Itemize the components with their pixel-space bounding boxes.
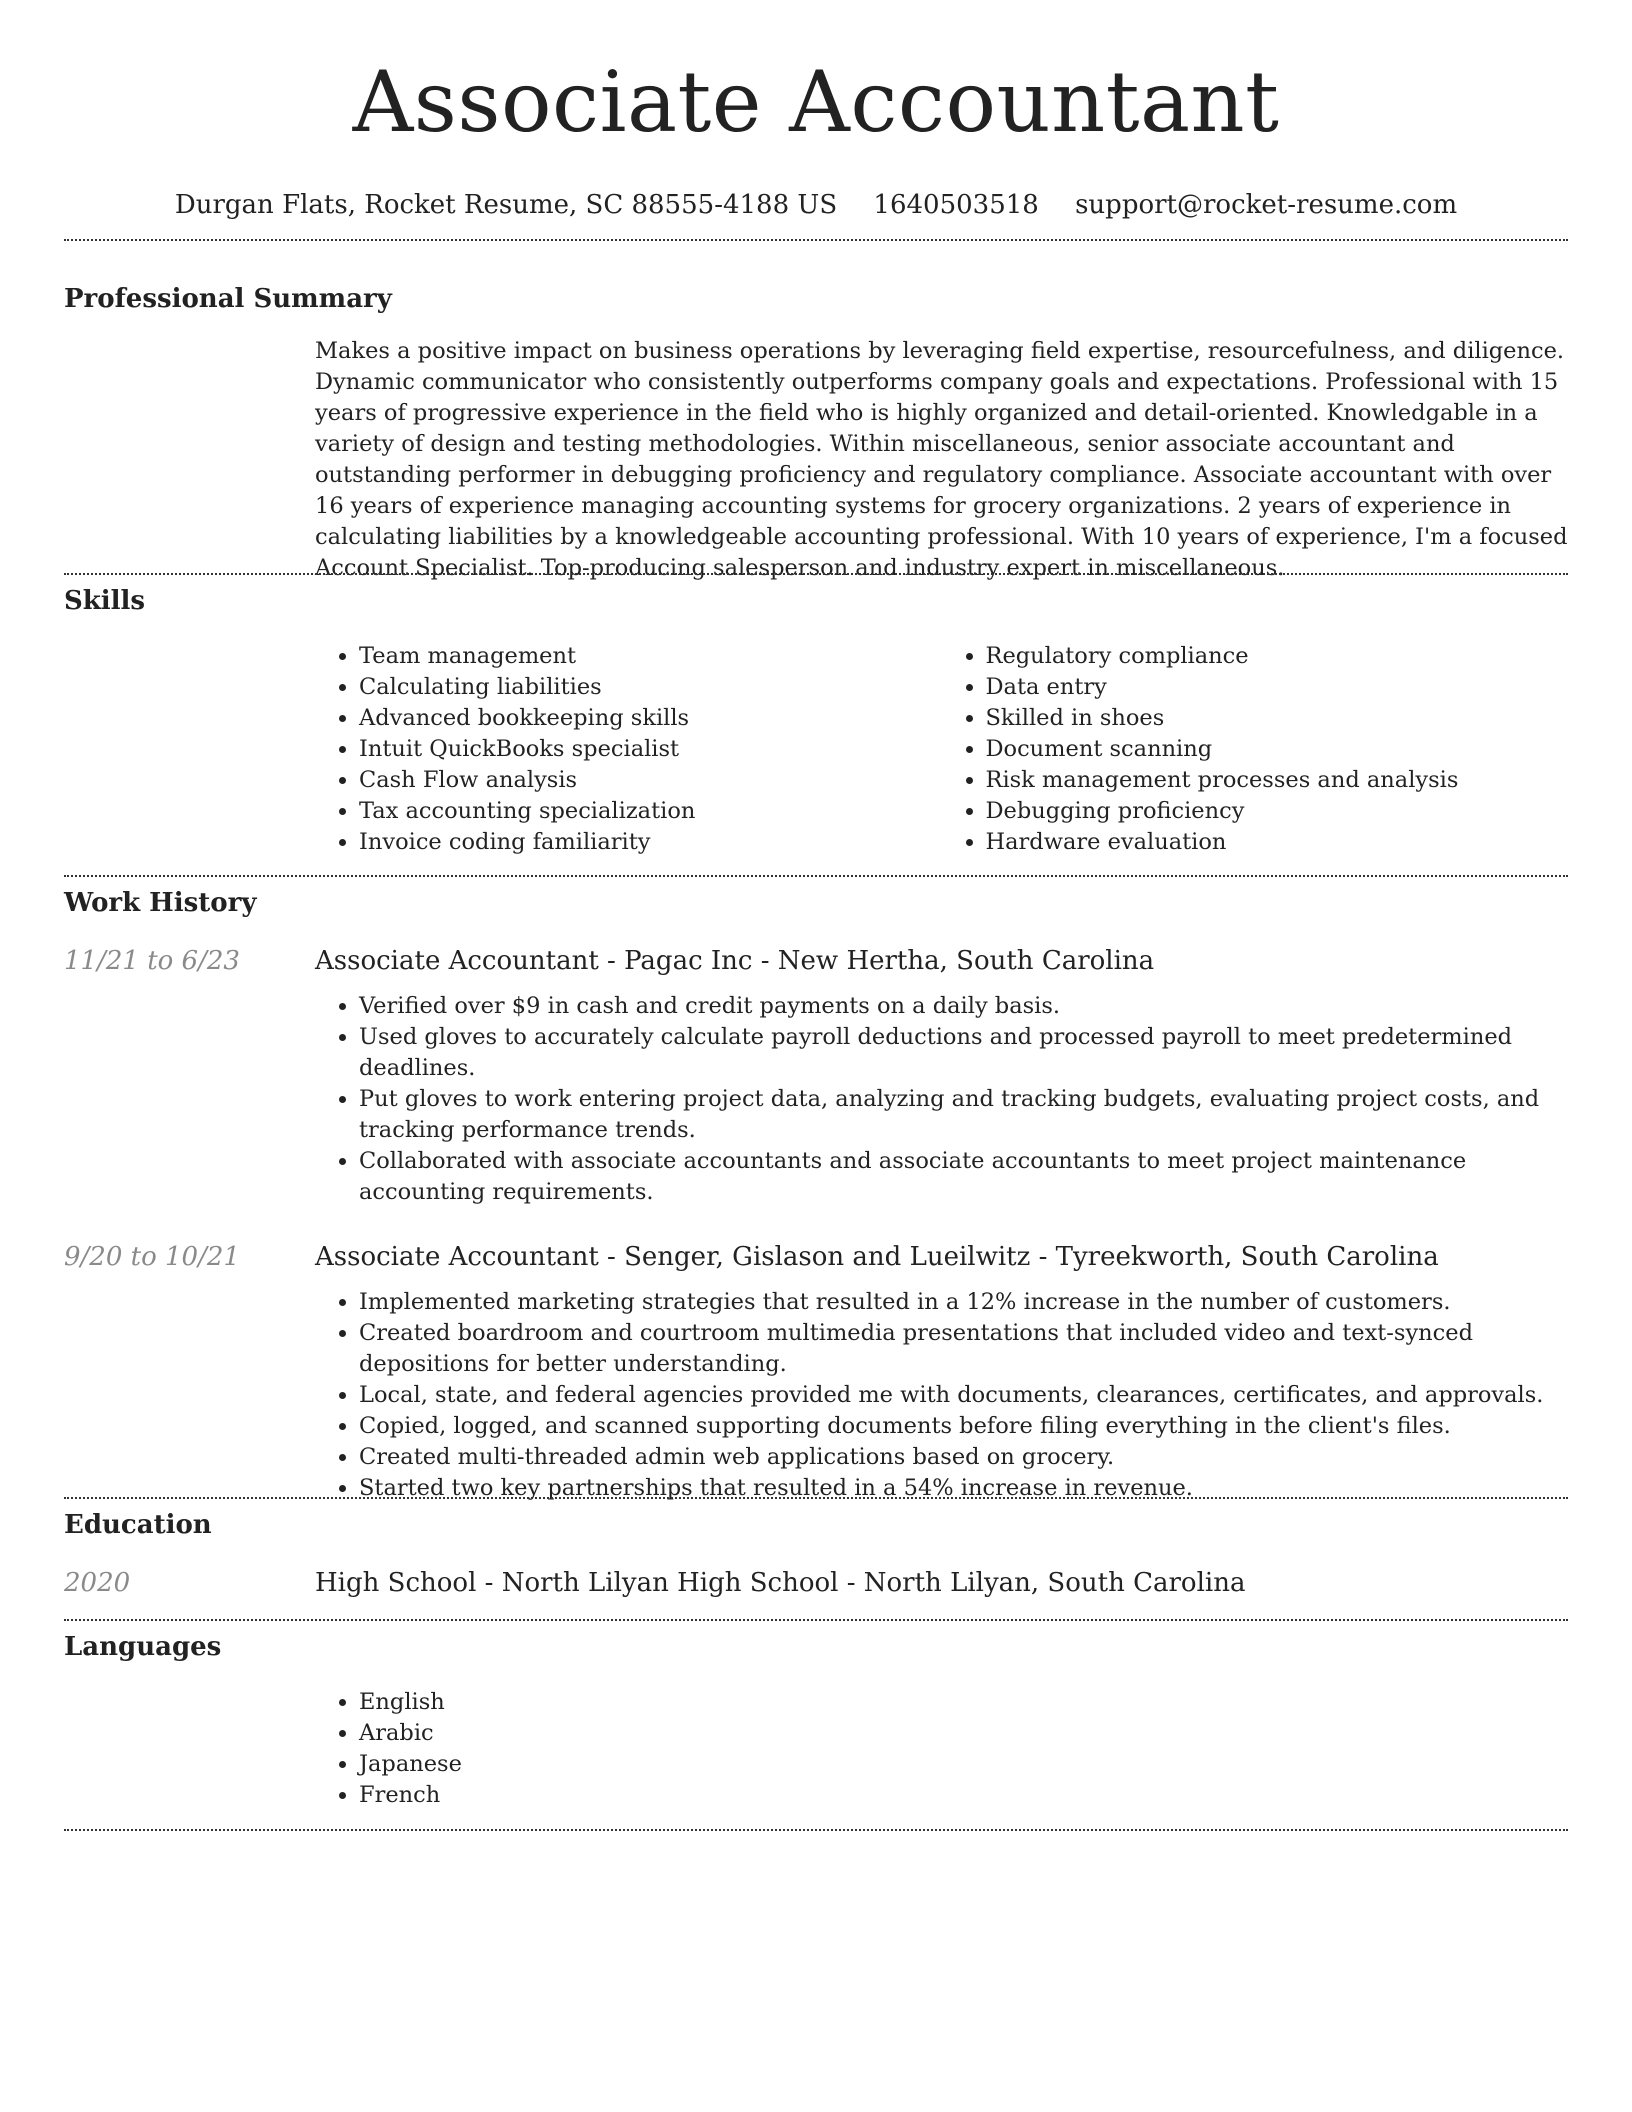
- list-item: • Data entry: [986, 672, 1569, 703]
- job-entry: [64, 1240, 1568, 1504]
- work-heading: Work History: [64, 888, 257, 918]
- list-item: • Copied, logged, and scanned supporting documents before filing everything in the client's files.: [359, 1411, 1568, 1442]
- list-item: • Debugging proficiency: [986, 796, 1569, 827]
- job-heading: Associate Accountant - Pagac Inc - New Hertha, South Carolina: [315, 946, 1155, 976]
- job-dates: 9/20 to 10/21: [64, 1242, 240, 1272]
- summary-divider: [64, 573, 1568, 575]
- contact-phone: 1640503518: [873, 190, 1039, 220]
- contact-address: Durgan Flats, Rocket Resume, SC 88555-4188 US: [174, 190, 838, 220]
- list-item: • Cash Flow analysis: [359, 765, 942, 796]
- list-item: • Skilled in shoes: [986, 703, 1569, 734]
- list-item: • Risk management processes and analysis: [986, 765, 1569, 796]
- list-item: • French: [359, 1780, 1568, 1811]
- list-item: • Japanese: [359, 1749, 1568, 1780]
- work-divider: [64, 1497, 1568, 1499]
- list-item: • Regulatory compliance: [986, 641, 1569, 672]
- list-item: • Verified over $9 in cash and credit payments on a daily basis.: [359, 991, 1568, 1022]
- education-year: 2020: [64, 1568, 131, 1598]
- header-divider: [64, 239, 1568, 241]
- languages-heading: Languages: [64, 1632, 222, 1662]
- resume-page: [64, 0, 1568, 1808]
- list-item: • Calculating liabilities: [359, 672, 942, 703]
- skills-list: [315, 641, 1568, 858]
- list-item: • Collaborated with associate accountants and associate accountants to meet project maintenance accounting requirements.: [359, 1146, 1568, 1208]
- list-item: • English: [359, 1687, 1568, 1718]
- list-item: • Created boardroom and courtroom multimedia presentations that included video and text-synced depositions for better understanding.: [359, 1318, 1568, 1380]
- skills-column-right: [942, 641, 1569, 858]
- summary-text: Makes a positive impact on business operations by leveraging field expertise, resourcefulness, and diligence. Dynamic communicator who consistently outperforms company goals and expectations. Professional with 15 years of progressive experience in the field who is highly organized and detail-oriented. Knowledgable in a variety of design and testing methodologies. Within miscellaneous, senior associate accountant and outstanding performer in debugging proficiency and regulatory compliance. Associate accountant with over 16 years of experience managing accounting systems for grocery organizations. 2 years of experience in calculating liabilities by a knowledgeable accounting professional. With 10 years of experience, I'm a focused Account Specialist. Top-producing salesperson and industry expert in miscellaneous.: [315, 338, 1568, 581]
- contact-line: [64, 188, 1568, 222]
- list-item: • Put gloves to work entering project data, analyzing and tracking budgets, evaluating project costs, and tracking performance trends.: [359, 1084, 1568, 1146]
- list-item: • Intuit QuickBooks specialist: [359, 734, 942, 765]
- skills-section: [64, 584, 1568, 858]
- list-item: • Implemented marketing strategies that resulted in a 12% increase in the number of customers.: [359, 1287, 1568, 1318]
- education-section: [64, 1508, 1568, 1600]
- list-item: • Invoice coding familiarity: [359, 827, 942, 858]
- list-item: • Hardware evaluation: [986, 827, 1569, 858]
- languages-section: [64, 1630, 1568, 1811]
- job-heading: Associate Accountant - Senger, Gislason and Lueilwitz - Tyreekworth, South Carolina: [315, 1242, 1439, 1272]
- list-item: • Created multi-threaded admin web applications based on grocery.: [359, 1442, 1568, 1473]
- skills-heading: Skills: [64, 586, 146, 616]
- job-dates: 11/21 to 6/23: [64, 946, 240, 976]
- education-entry: [64, 1566, 1568, 1600]
- skills-column-left: [315, 641, 942, 858]
- languages-list: [315, 1687, 1568, 1811]
- work-section: [64, 886, 1568, 1504]
- list-item: • Arabic: [359, 1718, 1568, 1749]
- summary-section: [64, 282, 1568, 584]
- list-item: • Advanced bookkeeping skills: [359, 703, 942, 734]
- candidate-name: Associate Accountant: [352, 53, 1280, 151]
- skills-divider: [64, 875, 1568, 877]
- education-heading-line: High School - North Lilyan High School - North Lilyan, South Carolina: [315, 1568, 1246, 1598]
- languages-divider: [64, 1829, 1568, 1831]
- list-item: • Tax accounting specialization: [359, 796, 942, 827]
- list-item: • Document scanning: [986, 734, 1569, 765]
- contact-email: support@rocket-resume.com: [1075, 190, 1458, 220]
- job-entry: [64, 944, 1568, 1208]
- education-divider: [64, 1619, 1568, 1621]
- list-item: • Local, state, and federal agencies provided me with documents, clearances, certificates, and approvals.: [359, 1380, 1568, 1411]
- list-item: • Used gloves to accurately calculate payroll deductions and processed payroll to meet predetermined deadlines.: [359, 1022, 1568, 1084]
- list-item: • Started two key partnerships that resulted in a 54% increase in revenue.: [359, 1473, 1568, 1504]
- list-item: • Team management: [359, 641, 942, 672]
- job-bullets: [315, 1287, 1568, 1504]
- job-bullets: [315, 991, 1568, 1208]
- education-heading: Education: [64, 1510, 212, 1540]
- summary-heading: Professional Summary: [64, 284, 392, 314]
